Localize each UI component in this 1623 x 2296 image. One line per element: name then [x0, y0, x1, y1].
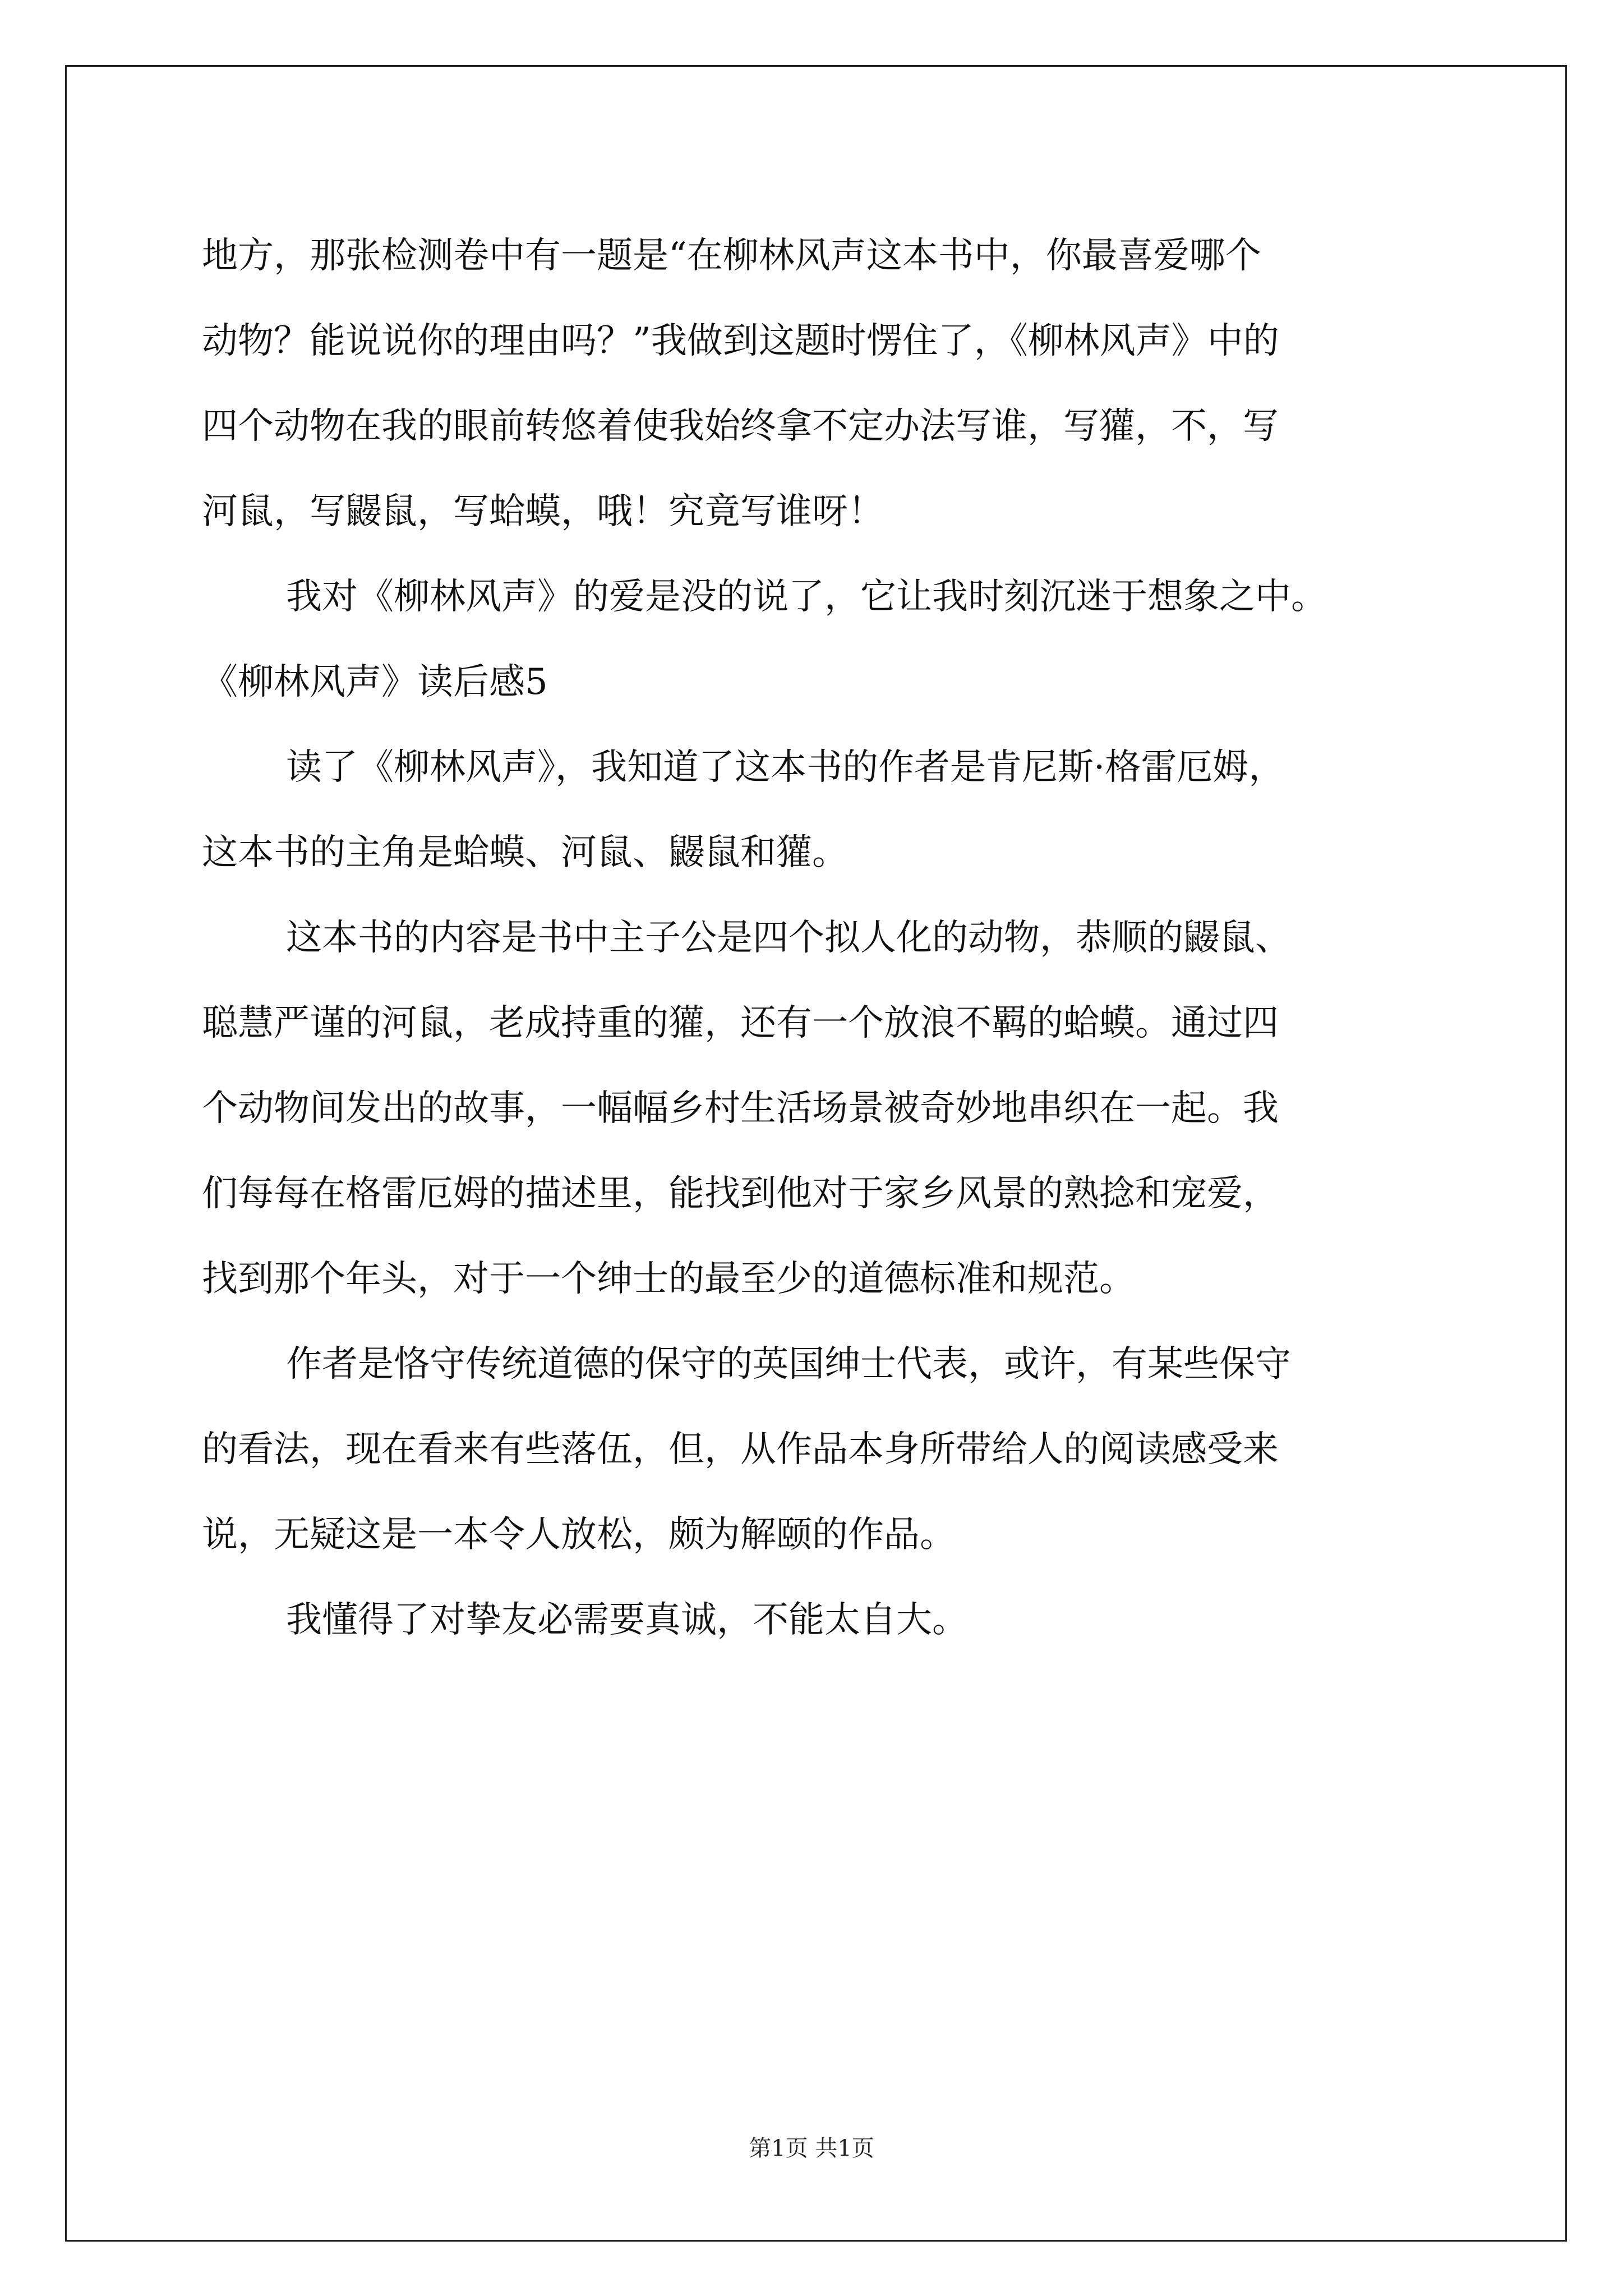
- text-line: 我对《柳林风声》的爱是没的说了，它让我时刻沉迷于想象之中。: [286, 576, 1327, 618]
- text-line: 地方，那张检测卷中有一题是“在柳林风声这本书中，你最喜爱哪个: [202, 235, 1261, 277]
- text-line: 个动物间发出的故事，一幅幅乡村生活场景被奇妙地串织在一起。我: [202, 1088, 1279, 1129]
- text-line: 我懂得了对挚友必需要真诚，不能太自大。: [286, 1599, 968, 1641]
- text-line: 作者是恪守传统道德的保守的英国绅士代表，或许，有某些保守: [286, 1343, 1291, 1385]
- page-footer: 第1页 共1页: [749, 2136, 874, 2161]
- text-line: 四个动物在我的眼前转悠着使我始终拿不定办法写谁，写獾，不，写: [202, 406, 1279, 447]
- section-title: 《柳林风声》读后感5: [202, 661, 548, 703]
- text-line: 这本书的主角是蛤蟆、河鼠、鼹鼠和獾。: [202, 832, 848, 873]
- text-line: 这本书的内容是书中主子公是四个拟人化的动物，恭顺的鼹鼠、: [286, 917, 1291, 959]
- text-line: 动物？能说说你的理由吗？”我做到这题时愣住了，《柳林风声》中的: [202, 320, 1279, 362]
- document-body: [202, 213, 1436, 1663]
- text-line: 河鼠，写鼹鼠，写蛤蟆，哦！究竟写谁呀！: [202, 491, 884, 532]
- text-line: 读了《柳林风声》，我知道了这本书的作者是肯尼斯·格雷厄姆，: [286, 747, 1285, 788]
- text-line: 找到那个年头，对于一个绅士的最至少的道德标准和规范。: [202, 1258, 1135, 1300]
- text-line: 聪慧严谨的河鼠，老成持重的獾，还有一个放浪不羁的蛤蟆。通过四: [202, 1002, 1279, 1044]
- text-line: 的看法，现在看来有些落伍，但，从作品本身所带给人的阅读感受来: [202, 1429, 1279, 1470]
- text-line: 们每每在格雷厄姆的描述里，能找到他对于家乡风景的熟捻和宠爱，: [202, 1173, 1279, 1214]
- text-line: 说，无疑这是一本令人放松，颇为解颐的作品。: [202, 1514, 956, 1556]
